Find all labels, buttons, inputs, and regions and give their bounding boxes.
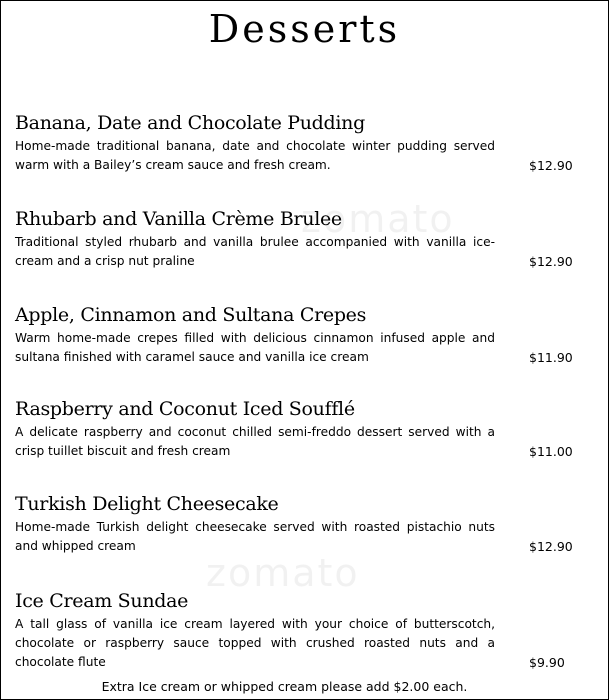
item-description: Home-made traditional banana, date and chocolate winter pudding served warm with a Bailey’s cream sauce and fresh cream.	[15, 139, 495, 172]
menu-item	[15, 111, 595, 175]
item-price: $11.00	[529, 444, 573, 459]
watermark-top: zomato	[301, 197, 455, 241]
item-description: A tall glass of vanilla ice cream layered with your choice of butterscotch, chocolate or raspberry sauce topped with crushed roasted nuts and a chocolate flute	[15, 617, 495, 669]
item-description: A delicate raspberry and coconut chilled semi-freddo dessert served with a crisp tuillet biscuit and fresh cream	[15, 425, 495, 458]
item-name: Rhubarb and Vanilla Crème Brulee	[15, 208, 342, 230]
item-price: $12.90	[529, 158, 573, 173]
footer-note: Extra Ice cream or whipped cream please add $2.00 each.	[101, 679, 468, 694]
item-name: Banana, Date and Chocolate Pudding	[15, 112, 365, 134]
item-price: $11.90	[529, 350, 573, 365]
menu-item	[15, 492, 595, 556]
item-price: $9.90	[529, 655, 565, 670]
item-name: Apple, Cinnamon and Sultana Crepes	[15, 304, 367, 326]
menu-item	[15, 589, 595, 672]
item-price: $12.90	[529, 539, 573, 554]
menu-item	[15, 207, 595, 271]
menu-item	[15, 303, 595, 367]
watermark-bottom: zomato	[206, 551, 360, 595]
page-title: Desserts	[208, 7, 401, 51]
item-name: Turkish Delight Cheesecake	[15, 493, 279, 515]
item-description: Warm home-made crepes filled with delicious cinnamon infused apple and sultana finished with caramel sauce and vanilla ice cream	[15, 331, 495, 364]
item-description: Traditional styled rhubarb and vanilla brulee accompanied with vanilla ice-cream and a crisp nut praline	[15, 235, 495, 268]
item-price: $12.90	[529, 254, 573, 269]
item-description: Home-made Turkish delight cheesecake served with roasted pistachio nuts and whipped cream	[15, 520, 495, 553]
item-name: Ice Cream Sundae	[15, 590, 189, 612]
item-name: Raspberry and Coconut Iced Soufflé	[15, 398, 355, 420]
menu-item	[15, 397, 595, 461]
